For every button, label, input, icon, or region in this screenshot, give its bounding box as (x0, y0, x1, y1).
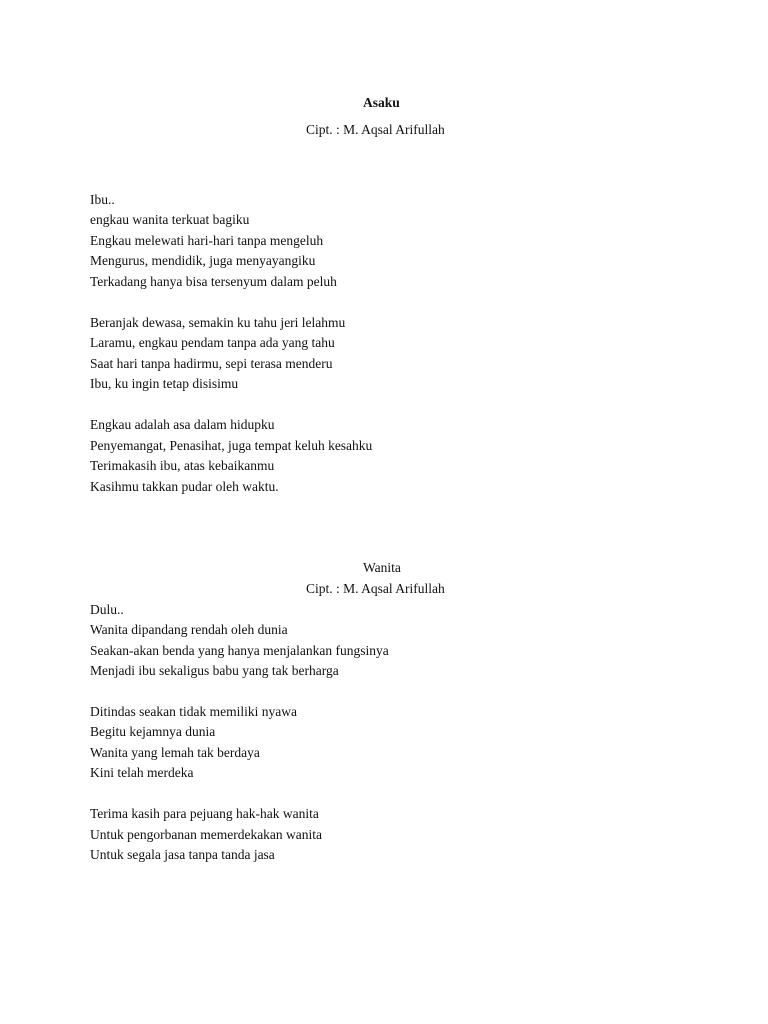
poem-line: Kasihmu takkan pudar oleh waktu. (90, 479, 279, 494)
poem-line: Engkau adalah asa dalam hidupku (90, 417, 275, 432)
poem-line: Engkau melewati hari-hari tanpa mengeluh (90, 233, 324, 248)
poem-line: Ibu, ku ingin tetap disisimu (90, 376, 239, 391)
poem-line: Seakan-akan benda yang hanya menjalankan fungsinya (90, 643, 389, 658)
poem-line: Begitu kejamnya dunia (90, 724, 216, 739)
poem-title-asaku: Asaku (363, 95, 400, 110)
poem-line: Beranjak dewasa, semakin ku tahu jeri lelahmu (90, 315, 346, 330)
poem-line: Wanita yang lemah tak berdaya (90, 745, 260, 760)
poem-line: Penyemangat, Penasihat, juga tempat keluh kesahku (90, 438, 373, 453)
poem-line: Dulu.. (90, 602, 124, 617)
poem-line: Terimakasih ibu, atas kebaikanmu (90, 458, 275, 473)
poem-credit-wanita: Cipt. : M. Aqsal Arifullah (306, 581, 445, 596)
poem-line: Mengurus, mendidik, juga menyayangiku (90, 253, 316, 268)
poem-line: Kini telah merdeka (90, 765, 194, 780)
poem-line: Untuk pengorbanan memerdekakan wanita (90, 827, 323, 842)
poem-line: Terkadang hanya bisa tersenyum dalam peluh (90, 274, 337, 289)
poem-line: Laramu, engkau pendam tanpa ada yang tahu (90, 335, 335, 350)
poem-line: Ditindas seakan tidak memiliki nyawa (90, 704, 297, 719)
poem-line: Saat hari tanpa hadirmu, sepi terasa menderu (90, 356, 333, 371)
poem-line: Untuk segala jasa tanpa tanda jasa (90, 847, 275, 862)
poem-line: Ibu.. (90, 192, 115, 207)
poem-title-wanita: Wanita (363, 560, 401, 575)
poem-line: Menjadi ibu sekaligus babu yang tak berharga (90, 663, 339, 678)
poem-line: Wanita dipandang rendah oleh dunia (90, 622, 288, 637)
poem-line: Terima kasih para pejuang hak-hak wanita (90, 806, 319, 821)
poem-credit-asaku: Cipt. : M. Aqsal Arifullah (306, 122, 445, 137)
poem-line: engkau wanita terkuat bagiku (90, 212, 250, 227)
